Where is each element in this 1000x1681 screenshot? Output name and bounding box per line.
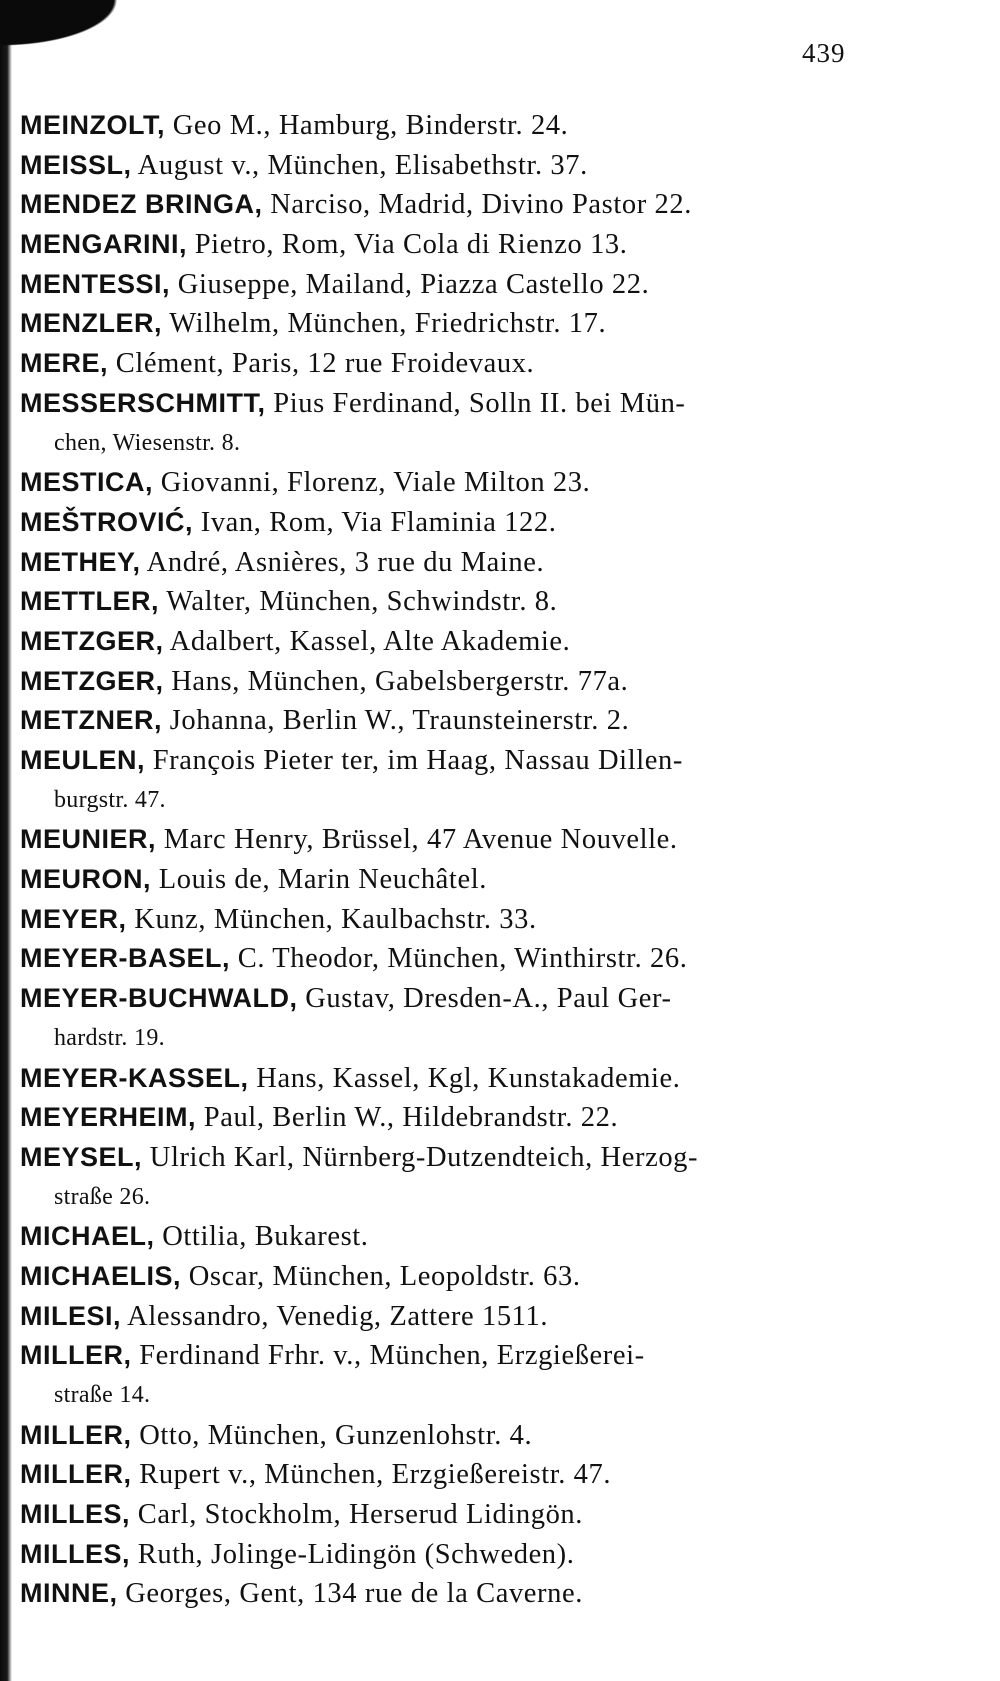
entry-surname: METZGER, [20,625,164,656]
entry-details: Gustav, Dresden-A., Paul Ger- [297,983,672,1015]
directory-entry [20,1336,850,1376]
entry-surname: METHEY, [20,546,141,577]
directory-entry [20,225,850,265]
entry-surname: MICHAELIS, [20,1260,182,1291]
directory-entry [20,1535,850,1575]
entry-details: Pietro, Rom, Via Cola di Rienzo 13. [187,229,628,261]
directory-entry [20,344,850,384]
entry-details: Narciso, Madrid, Divino Pastor 22. [262,189,692,221]
directory-entry [20,265,850,305]
directory-entry [20,185,850,225]
directory-entry [20,582,850,622]
entry-surname: MEURON, [20,864,151,895]
entry-surname: MEŠTROVIĆ, [20,506,194,537]
directory-entry [20,1098,850,1138]
directory-entry [20,979,850,1019]
entry-surname: MILLER, [20,1419,132,1450]
entry-details: Ferdinand Frhr. v., München, Erzgießerei- [131,1340,645,1372]
directory-entry [20,1257,850,1297]
directory-entry [20,1059,850,1099]
entry-details: Pius Ferdinand, Solln II. bei Mün- [265,387,686,419]
entry-surname: MEYSEL, [20,1141,143,1172]
entry-surname: MERE, [20,348,109,379]
directory-entry [20,900,850,940]
entry-details: Ulrich Karl, Nürnberg-Dutzendteich, Herzog- [142,1141,699,1173]
directory-entry [20,543,850,583]
entry-details: Hans, München, Gabelsbergerstr. 77a. [163,665,629,697]
entry-surname: METZNER, [20,705,162,736]
entry-surname: MEYER, [20,903,127,934]
entry-surname: MESSERSCHMITT, [20,387,266,418]
directory-entry [20,860,850,900]
entry-details: Otto, München, Gunzenlohstr. 4. [131,1419,533,1451]
entry-surname: MEULEN, [20,745,145,775]
entry-surname: MILLES, [20,1538,130,1569]
entry-details: Giovanni, Florenz, Viale Milton 23. [153,467,591,499]
directory-entry [20,701,850,741]
entry-details: Marc Henry, Brüssel, 47 Avenue Nouvelle. [156,824,678,856]
entry-details: Johanna, Berlin W., Traunsteinerstr. 2. [162,705,630,737]
directory-entry [20,304,850,344]
directory-entry [20,939,850,979]
page-number: 439 [802,38,846,68]
entry-details: Ottilia, Bukarest. [154,1221,369,1253]
entry-continuation: burgstr. 47. [54,786,166,813]
entry-continuation: straße 14. [54,1382,151,1408]
directory-entry [20,1495,850,1535]
entry-surname: MEINZOLT, [20,110,165,140]
directory-entry [20,503,850,543]
directory-entry [20,146,850,186]
entry-surname: MEUNIER, [20,824,157,855]
entry-details: Hans, Kassel, Kgl, Kunstakademie. [248,1062,681,1094]
entry-details: Georges, Gent, 134 rue de la Caverne. [117,1578,583,1610]
entry-details: André, Asnières, 3 rue du Maine. [140,546,545,578]
directory-entry [20,1455,850,1495]
directory-entry [20,662,850,702]
directory-entry [20,741,850,781]
entry-surname: MEYER-BUCHWALD, [20,983,298,1014]
entry-details: Wilhelm, München, Friedrichstr. 17. [162,308,607,340]
entry-surname: MILESI, [20,1300,122,1331]
entry-surname: MENZLER, [20,308,162,339]
directory-entry [20,1416,850,1456]
entry-details: Geo M., Hamburg, Binderstr. 24. [164,110,569,141]
entry-details: François Pieter ter, im Haag, Nassau Dillen- [145,745,683,776]
entry-details: Adalbert, Kassel, Alte Akademie. [163,625,571,657]
entry-details: Clément, Paris, 12 rue Froidevaux. [108,348,535,380]
directory-list [20,106,850,1614]
scan-shadow-corner [0,0,230,90]
entry-details: August v., München, Elisabethstr. 37. [131,149,588,181]
entry-surname: MILLES, [20,1499,130,1530]
entry-surname: MICHAEL, [20,1221,155,1252]
directory-entry [20,1217,850,1257]
entry-details: Alessandro, Venedig, Zattere 1511. [121,1300,549,1332]
scan-shadow-edge [0,0,12,1681]
directory-entry [20,1574,850,1614]
directory-entry [20,106,850,146]
directory-entry [20,463,850,503]
entry-continuation: hardstr. 19. [54,1024,165,1051]
entry-surname: MENGARINI, [20,229,187,260]
entry-details: Rupert v., München, Erzgießereistr. 47. [131,1459,612,1491]
entry-details: Oscar, München, Leopoldstr. 63. [181,1260,581,1292]
directory-entry [20,1297,850,1337]
entry-details: Giuseppe, Mailand, Piazza Castello 22. [170,268,650,300]
directory-entry [20,384,850,424]
entry-surname: MENDEZ BRINGA, [20,189,263,220]
entry-surname: METZGER, [20,665,164,696]
entry-surname: MENTESSI, [20,268,171,299]
entry-surname: MESTICA, [20,467,154,498]
entry-surname: MILLER, [20,1459,132,1490]
entry-surname: MEYER-BASEL, [20,943,231,974]
entry-details: C. Theodor, München, Winthirstr. 26. [230,943,688,975]
entry-details: Walter, München, Schwindstr. 8. [159,586,558,618]
entry-surname: MEYER-KASSEL, [20,1062,249,1093]
entry-details: Kunz, München, Kaulbachstr. 33. [126,903,537,935]
entry-surname: MEYERHEIM, [20,1102,197,1133]
directory-entry [20,1138,850,1178]
entry-details: Carl, Stockholm, Herserud Lidingön. [130,1499,583,1531]
entry-surname: MEISSL, [20,149,132,180]
entry-surname: MINNE, [20,1578,118,1609]
directory-entry [20,622,850,662]
entry-continuation: straße 26. [54,1183,151,1210]
entry-details: Paul, Berlin W., Hildebrandstr. 22. [196,1102,619,1134]
directory-entry [20,820,850,860]
entry-details: Louis de, Marin Neuchâtel. [151,864,487,896]
entry-details: Ruth, Jolinge-Lidingön (Schweden). [130,1538,575,1570]
entry-surname: MILLER, [20,1340,132,1371]
entry-details: Ivan, Rom, Via Flaminia 122. [193,506,557,538]
entry-continuation: chen, Wiesenstr. 8. [54,429,241,456]
entry-surname: METTLER, [20,586,159,617]
